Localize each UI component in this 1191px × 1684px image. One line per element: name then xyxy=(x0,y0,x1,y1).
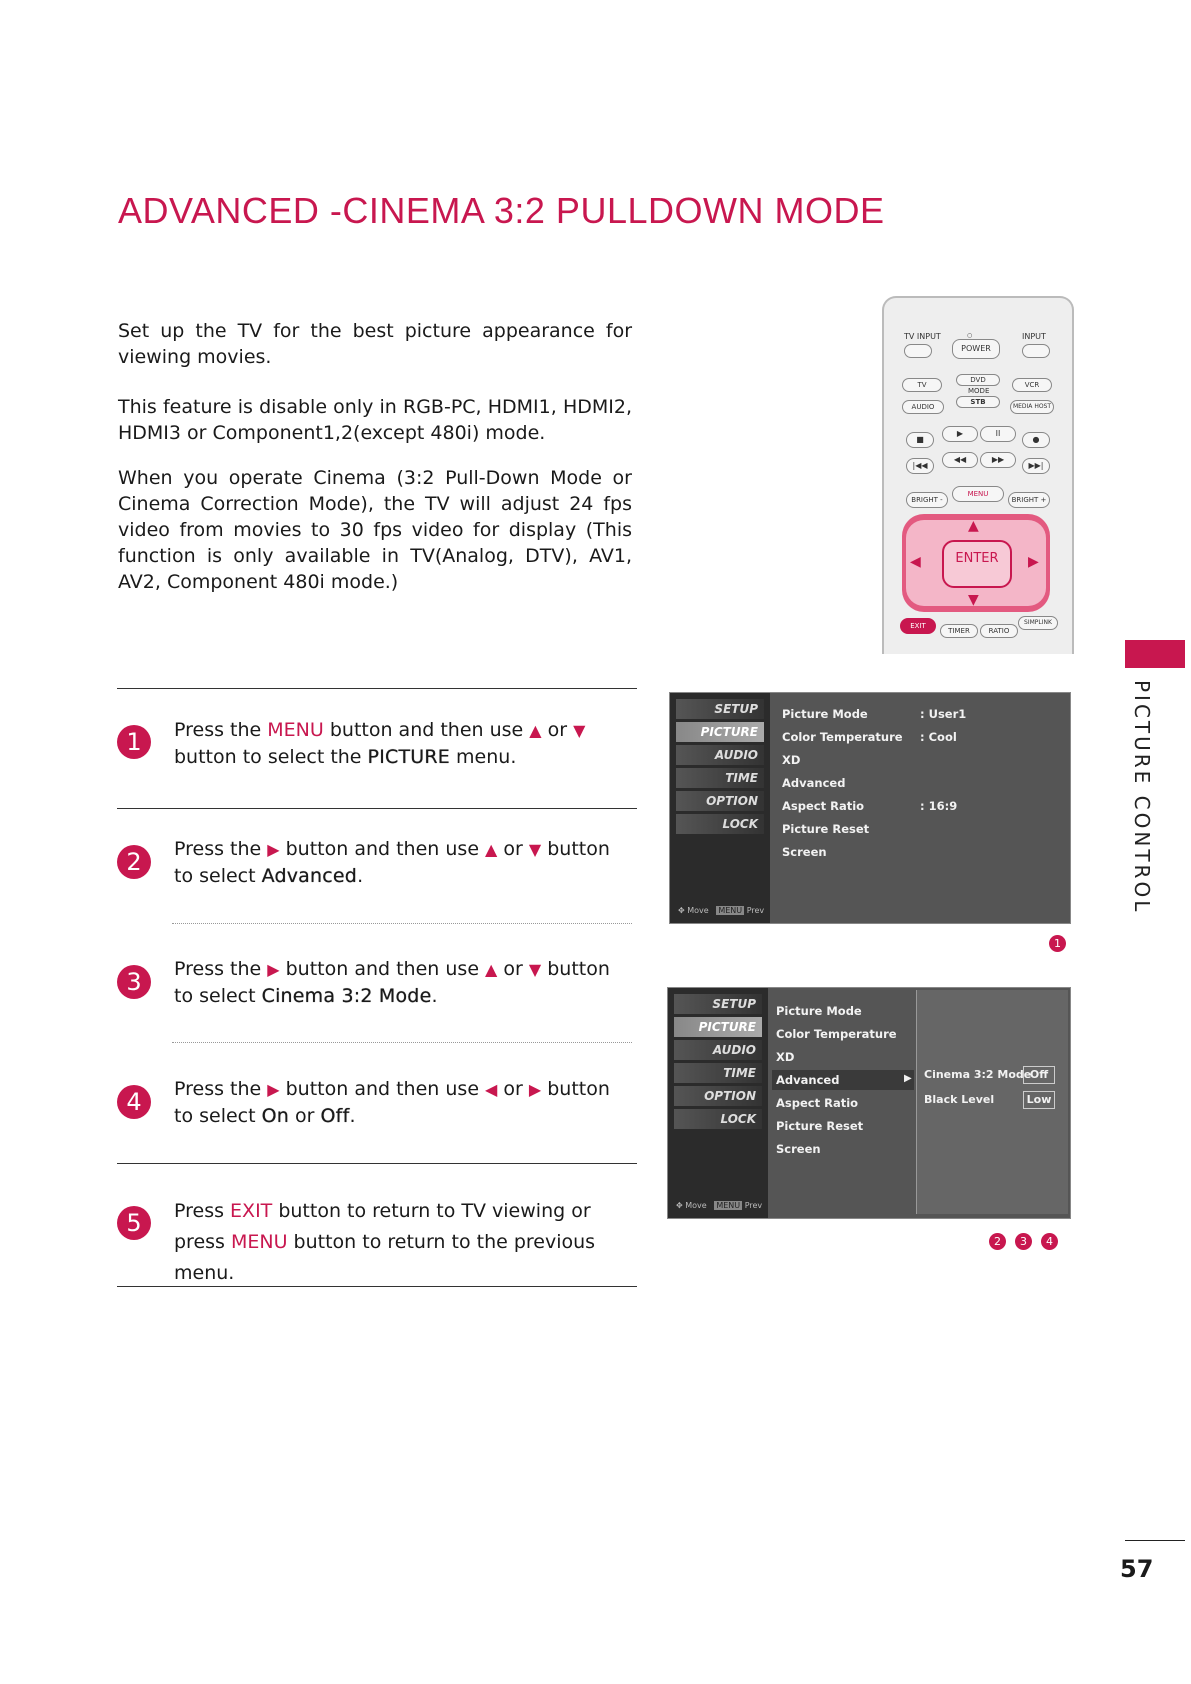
osd-item-picture-mode: Picture Mode xyxy=(776,1004,862,1018)
osd-item-cinema-32-mode: Cinema 3:2 Mode xyxy=(924,1068,1032,1081)
tv-input-button xyxy=(904,344,932,358)
page-title: ADVANCED -CINEMA 3:2 PULLDOWN MODE xyxy=(118,190,885,231)
arrow-up-icon: ▲ xyxy=(968,518,979,534)
input-label: INPUT xyxy=(1022,332,1046,341)
osd-tab-picture: PICTURE xyxy=(676,722,764,742)
osd-item-screen: Screen xyxy=(782,845,827,859)
osd-tab-lock: LOCK xyxy=(674,1109,762,1129)
osd-picture-menu xyxy=(669,692,1071,924)
osd-tab-audio: AUDIO xyxy=(676,745,764,765)
osd-item-black-level: Black Level xyxy=(924,1093,995,1106)
timer-button: TIMER xyxy=(940,624,978,638)
arrow-right-icon: ▶ xyxy=(1028,554,1039,570)
osd-tab-lock: LOCK xyxy=(676,814,764,834)
osd-item-xd: XD xyxy=(782,753,801,767)
osd-value-color-temperature: : Cool xyxy=(920,730,957,744)
play-icon: ▶ xyxy=(942,426,978,442)
step-divider-dotted xyxy=(172,1042,632,1043)
tv-mode-button: TV xyxy=(902,378,942,392)
osd-item-picture-mode: Picture Mode xyxy=(782,707,868,721)
simplink-button: SIMPLINK xyxy=(1018,616,1058,630)
fast-forward-icon: ▶▶ xyxy=(980,452,1016,468)
osd2-step-refs: 2 3 4 xyxy=(980,1230,1058,1250)
osd-tab-option: OPTION xyxy=(674,1086,762,1106)
osd-item-advanced: Advanced xyxy=(782,776,846,790)
power-button: POWER xyxy=(952,339,1000,359)
arrow-left-icon: ◀ xyxy=(910,554,921,570)
step-number-3: 3 xyxy=(117,965,151,999)
bright-minus-button: BRIGHT - xyxy=(906,492,948,508)
move-icon: ✥ xyxy=(676,1201,683,1210)
osd-item-color-temperature: Color Temperature xyxy=(776,1027,897,1041)
osd-tab-column xyxy=(668,988,768,1218)
audio-mode-button: AUDIO xyxy=(902,400,944,414)
dvd-mode-button: DVD xyxy=(956,374,1000,386)
submenu-arrow-icon: ▶ xyxy=(904,1073,912,1084)
section-tab xyxy=(1125,640,1185,668)
osd-item-advanced: Advanced xyxy=(776,1073,840,1087)
intro-paragraph-3: When you operate Cinema (3:2 Pull-Down Mode or Cinema Correction Mode), the TV will adjust 24 fps video from movies to 30 fps video for display (This function is only available in TV(Analog, DTV), AV1, AV2, Component 480i mode.) xyxy=(118,467,632,593)
mode-label: MODE xyxy=(968,387,990,395)
media-host-button: MEDIA HOST xyxy=(1010,400,1054,414)
ratio-button: RATIO xyxy=(980,624,1018,638)
step-2-text: Press the ▶ button and then use ▲ or ▼ button to select Advanced. xyxy=(174,838,610,887)
osd-tab-audio: AUDIO xyxy=(674,1040,762,1060)
step-number-2: 2 xyxy=(117,845,151,879)
skip-forward-icon: ▶▶| xyxy=(1022,458,1050,474)
osd-tab-column xyxy=(670,693,770,923)
stop-icon: ■ xyxy=(906,432,934,448)
osd-tab-time: TIME xyxy=(674,1063,762,1083)
intro-paragraph-2: This feature is disable only in RGB-PC, HDMI1, HDMI2, HDMI3 or Component1,2(except 480i) mode. xyxy=(118,396,632,444)
record-icon: ● xyxy=(1022,432,1050,448)
osd-tab-picture: PICTURE xyxy=(674,1017,762,1037)
step-divider-dotted xyxy=(172,923,632,924)
skip-back-icon: |◀◀ xyxy=(906,458,934,474)
direction-pad xyxy=(902,514,1050,612)
osd-tab-time: TIME xyxy=(676,768,764,788)
pause-icon: II xyxy=(980,426,1016,442)
step-number-4: 4 xyxy=(117,1085,151,1119)
osd-value-cinema-32-mode: Off xyxy=(1023,1066,1055,1084)
osd-item-screen: Screen xyxy=(776,1142,821,1156)
power-led-icon: ○ xyxy=(967,332,973,339)
vcr-mode-button: VCR xyxy=(1012,378,1052,392)
step-3-text: Press the ▶ button and then use ▲ or ▼ button to select Cinema 3:2 Mode. xyxy=(174,958,610,1007)
input-button xyxy=(1022,344,1050,358)
step-divider xyxy=(117,688,637,689)
tv-input-label: TV INPUT xyxy=(904,332,941,341)
move-icon: ✥ xyxy=(678,906,685,915)
arrow-down-icon: ▼ xyxy=(968,592,979,608)
step-divider xyxy=(117,1163,637,1164)
osd-item-color-temperature: Color Temperature xyxy=(782,730,903,744)
page-number: 57 xyxy=(1120,1555,1154,1583)
step-1-text: Press the MENU button and then use ▲ or ▼ button to select the PICTURE menu. xyxy=(174,719,586,768)
osd-footer: ✥ Move MENU Prev xyxy=(676,1201,763,1210)
remote-control-illustration xyxy=(882,296,1074,654)
step-5-text: Press EXIT button to return to TV viewing or press MENU button to return to the previous menu. xyxy=(174,1200,596,1284)
osd-value-aspect-ratio: : 16:9 xyxy=(920,799,958,813)
osd-value-picture-mode: : User1 xyxy=(920,707,967,721)
osd-tab-setup: SETUP xyxy=(674,994,762,1014)
osd-tab-setup: SETUP xyxy=(676,699,764,719)
page-number-rule xyxy=(1125,1540,1185,1541)
step-4-text: Press the ▶ button and then use ◀ or ▶ button to select On or Off. xyxy=(174,1078,610,1127)
osd-footer: ✥ Move MENU Prev xyxy=(678,906,765,915)
bright-plus-button: BRIGHT + xyxy=(1008,492,1050,508)
osd-item-picture-reset: Picture Reset xyxy=(776,1119,864,1133)
osd-tab-option: OPTION xyxy=(676,791,764,811)
exit-button: EXIT xyxy=(900,618,936,634)
stb-mode-button: STB xyxy=(956,396,1000,408)
step-number-1: 1 xyxy=(117,725,151,759)
osd-item-aspect-ratio: Aspect Ratio xyxy=(782,799,865,813)
enter-button: ENTER xyxy=(942,540,1012,588)
menu-button: MENU xyxy=(952,486,1004,502)
step-number-5: 5 xyxy=(117,1206,151,1240)
osd-item-picture-reset: Picture Reset xyxy=(782,822,870,836)
intro-paragraph-1: Set up the TV for the best picture appearance for viewing movies. xyxy=(118,320,632,368)
osd1-step-ref: 1 xyxy=(1040,932,1066,952)
section-label: PICTURE CONTROL xyxy=(1130,680,1154,915)
rewind-icon: ◀◀ xyxy=(942,452,978,468)
osd-value-black-level: Low xyxy=(1023,1091,1055,1109)
osd-item-xd: XD xyxy=(776,1050,795,1064)
osd-item-aspect-ratio: Aspect Ratio xyxy=(776,1096,859,1110)
osd-advanced-submenu xyxy=(667,987,1071,1219)
step-divider xyxy=(117,808,637,809)
